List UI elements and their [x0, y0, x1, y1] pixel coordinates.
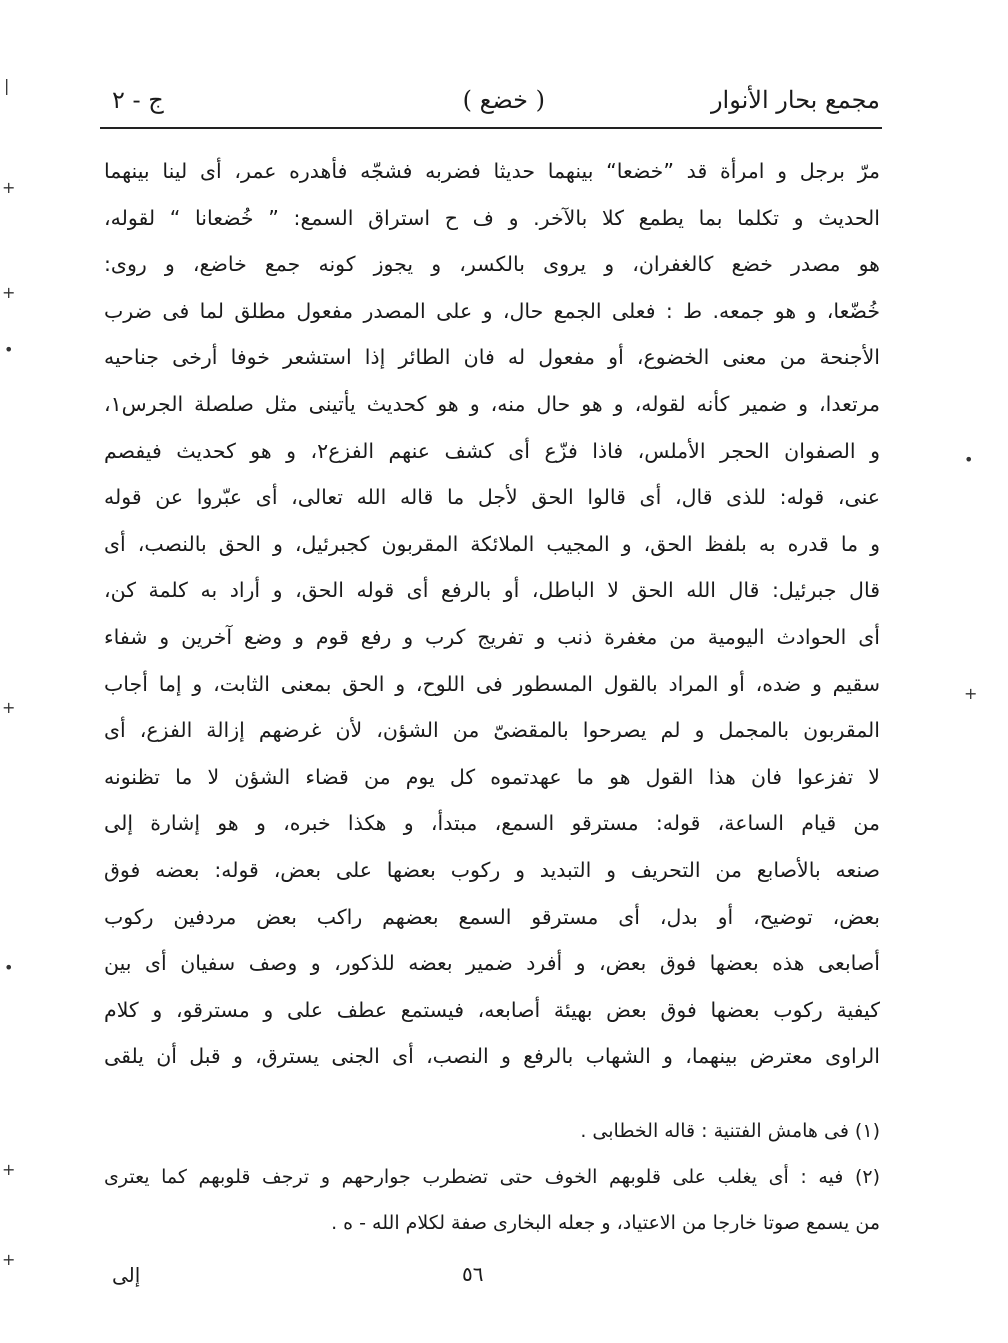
scan-edge-mark: +	[964, 684, 978, 703]
text-line: بعض، توضيح، أو بدل، أى مسترقو السمع بعضهم راكب بعض مردفين ركوب	[104, 904, 880, 929]
footnote-2: (٢) فيه : أى يغلب على قلوبهم الخوف حتى تضطرب جوارحهم و ترجف قلوبهم كما يعترى	[104, 1166, 880, 1188]
header-rule	[100, 127, 882, 129]
scan-edge-mark: +	[2, 698, 16, 717]
text-line: و الصفوان الحجر الأملس، فاذا فزّع أى كشف عنهم الفزع٢، و هو كحديث فيفصم	[104, 438, 880, 463]
text-line: الراوى معترض بينهما، و الشهاب بالرفع و النصب، أى الجنى يسترق، و قبل أن يلقى	[104, 1044, 880, 1069]
text-line: لا تفزعوا فان هذا القول هو ما عهدتموه كل يوم من قضاء الشؤن لا ما تظنونه	[104, 764, 880, 789]
text-line: أى الحوادث اليومية من مغفرة ذنب و تفريج كرب و رفع قوم و وضع آخرين و شفاء	[104, 624, 880, 649]
header-book-title: مجمع بحار الأنوار	[710, 86, 880, 114]
scan-edge-mark: +	[2, 1160, 16, 1179]
text-line: مرّ برجل و امرأة قد ”خضعا“ بينهما حديثا فضربه فشجّه فأهدره عمر، أى لينا بينهما	[104, 159, 880, 183]
text-line: عنى، قوله: للذى قال، أى قالوا الحق لأجل ما قاله الله تعالى، أى عبّروا عن قوله	[104, 485, 880, 510]
text-line: قال جبرئيل: قال الله الحق لا الباطل، أو بالرفع أى قوله الحق، و أراد به كلمة كن،	[104, 578, 880, 603]
footnote-2-continued: من يسمع صوتا خارجا من الاعتياد، و جعله البخارى صفة لكلام الله - ه .	[331, 1212, 880, 1234]
page-number: ٥٦	[462, 1262, 484, 1286]
text-line: و ما قدره به بلفظ الحق، و المجيب الملائكة المقربون كجبرئيل، و الحق بالنصب، أى	[104, 531, 880, 556]
text-line: هو مصدر خضع كالغفران، و يروى بالكسر، و يجوز كونه جمع خاضع، و روى:	[104, 252, 880, 277]
footnote-1: (١) فى هامش الفتنية : قاله الخطابى .	[580, 1120, 880, 1142]
scan-edge-mark: |	[4, 76, 10, 95]
text-line: صنعه بالأصابع من التحريف و التبديد و ركوب بعضها على بعض، قوله: بعضه فوق	[104, 857, 880, 882]
footnotes	[104, 1108, 880, 1246]
text-line: من قيام الساعة، قوله: مسترقو السمع، مبتدأ، و هكذا خبره، و هو إشارة إلى	[104, 811, 880, 836]
scan-edge-mark: •	[4, 340, 14, 359]
scan-edge-mark: +	[2, 1250, 16, 1269]
header-entry-word: ( خضع )	[462, 86, 545, 114]
text-line: كيفية ركوب بعضها فوق بعض بهيئة أصابعه، فيستمع عطف على و مسترقو، و كلام	[104, 997, 880, 1022]
main-text	[104, 148, 880, 1080]
scan-edge-mark: +	[2, 178, 16, 197]
text-line: الحديث و تكلما بما يطمع كلا بالآخر. و ف ح استراق السمع: ” خُضعانا “ لقوله،	[104, 205, 880, 230]
scan-edge-mark: +	[2, 283, 16, 302]
catchword: إلى	[112, 1263, 141, 1287]
text-line: الأجنحة من معنى الخضوع، أو مفعول له فان الطائر إذا استشعر خوفا أرخى جناحيه	[104, 345, 880, 370]
scan-edge-mark: •	[964, 450, 974, 469]
header-volume: ج - ٢	[112, 86, 164, 114]
text-line: خُضّعا، و هو جمعه. ط : فعلى الجمع حال، و على المصدر مفعول مطلق لما فى ضرب	[104, 298, 880, 323]
text-line: سقيم و ضده، أو المراد بالقول المسطور فى اللوح، و الحق بمعنى الثابت، و إما أجاب	[104, 671, 880, 696]
text-line: أصابعى هذه بعضها فوق بعض، و أفرد ضمير بعضه للذكور، و وصف سفيان أى بين	[104, 951, 880, 976]
text-line: مرتعدا، و ضمير كأنه لقوله، و هو حال منه، و هو كحديث يأتينى مثل صلصلة الجرس١،	[104, 391, 880, 416]
text-line: المقربون بالمجمل و لم يصرحوا بالمقضىّ من الشؤن، لأن غرضهم إزالة الفزع، أى	[104, 718, 880, 743]
scan-edge-mark: •	[4, 958, 14, 977]
running-header	[100, 86, 880, 126]
